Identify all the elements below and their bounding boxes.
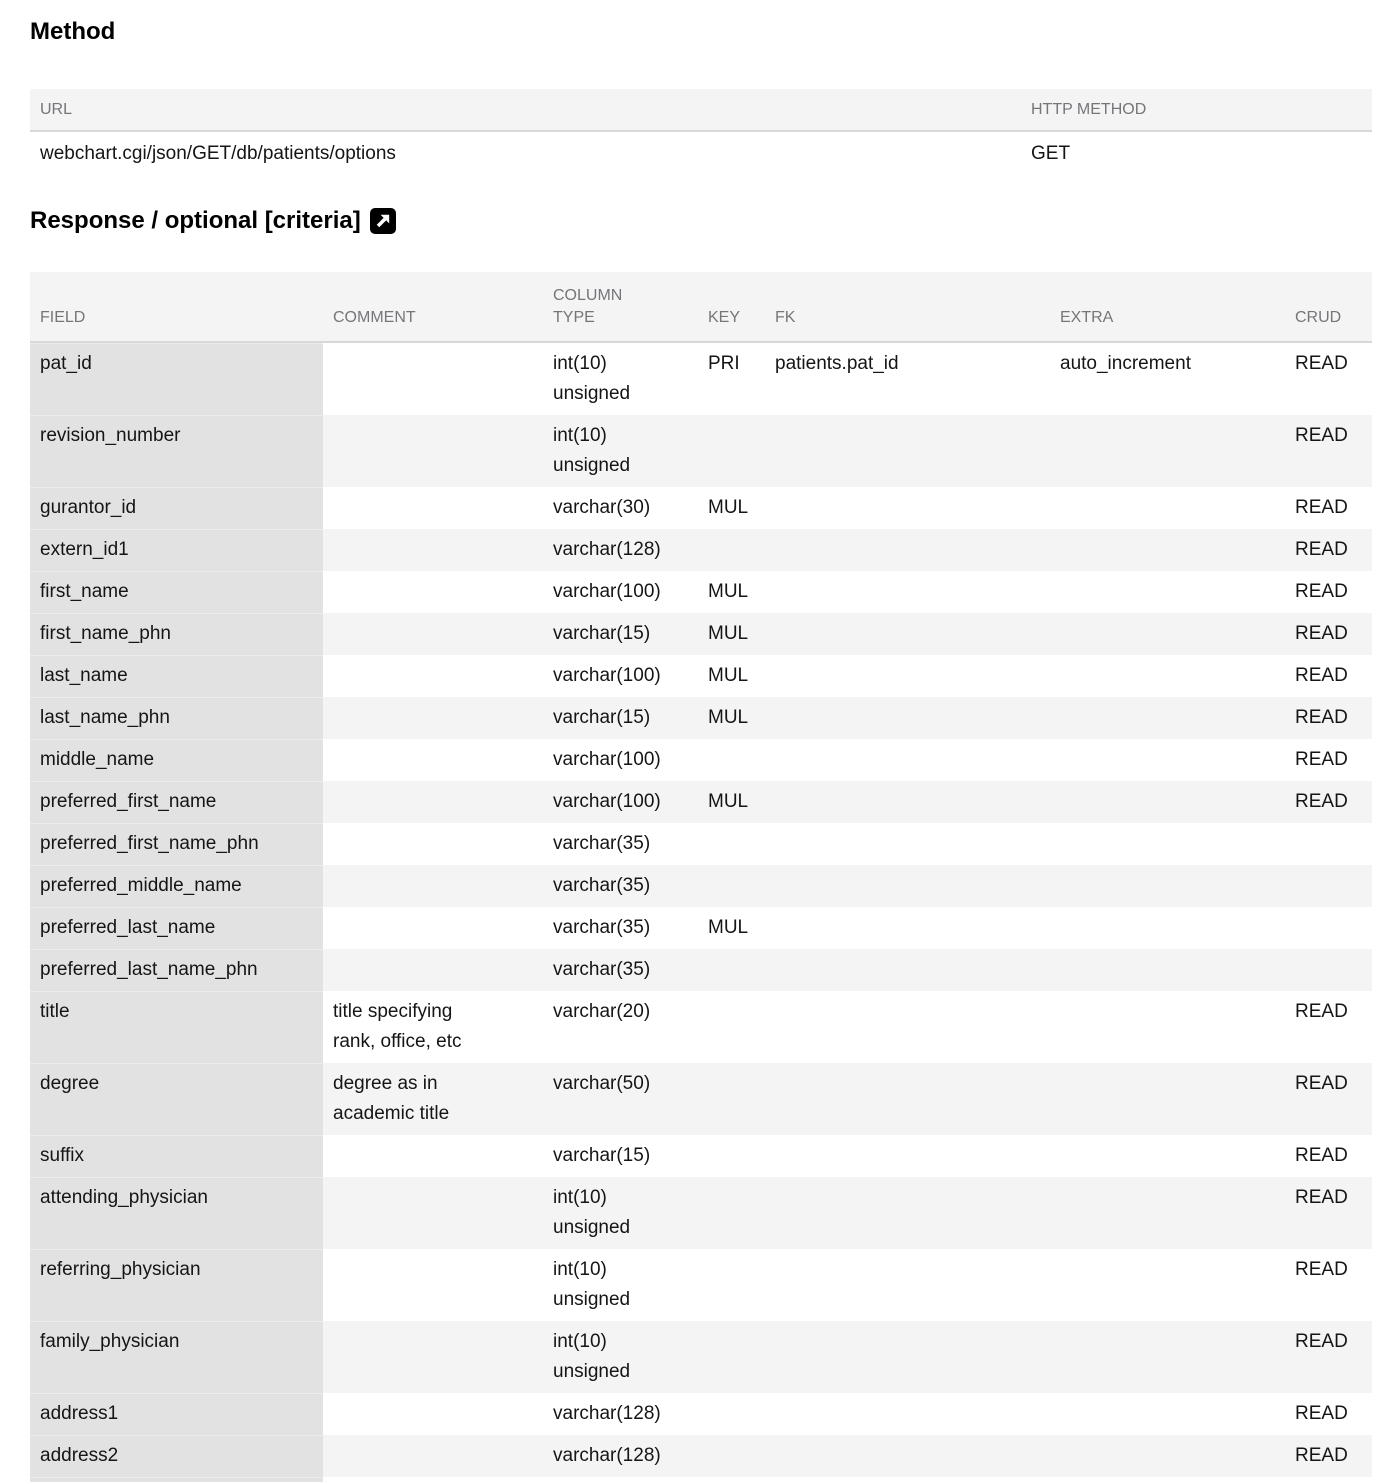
extra-cell bbox=[1050, 655, 1285, 697]
extra-cell: auto_increment bbox=[1060, 353, 1191, 374]
key-cell bbox=[698, 1249, 765, 1321]
extra-cell bbox=[1050, 823, 1285, 865]
table-row bbox=[30, 697, 1372, 739]
extra-cell bbox=[1050, 1249, 1285, 1321]
extra-cell bbox=[1050, 1063, 1285, 1135]
column-type-cell: int(10) unsigned bbox=[553, 1259, 631, 1310]
comment-cell bbox=[323, 1249, 543, 1321]
comment-cell bbox=[323, 342, 543, 415]
comment-cell bbox=[323, 1135, 543, 1177]
column-type-cell: varchar(128) bbox=[553, 1403, 661, 1424]
table-row bbox=[30, 1063, 1372, 1135]
crud-cell: READ bbox=[1295, 581, 1348, 602]
key-cell bbox=[698, 739, 765, 781]
key-cell: PRI bbox=[708, 353, 740, 374]
extra-cell bbox=[1050, 415, 1285, 487]
key-cell bbox=[698, 949, 765, 991]
fk-cell bbox=[765, 1135, 1050, 1177]
extra-cell bbox=[1050, 697, 1285, 739]
table-row bbox=[30, 1249, 1372, 1321]
table-row bbox=[30, 529, 1372, 571]
crud-cell bbox=[1285, 949, 1372, 991]
column-type-cell: varchar(15) bbox=[543, 697, 698, 739]
crud-cell: READ bbox=[1295, 665, 1348, 686]
field-cell: preferred_last_name_phn bbox=[30, 949, 323, 991]
fk-cell bbox=[765, 487, 1050, 529]
cropped-next-row bbox=[30, 1477, 323, 1482]
field-cell: last_name bbox=[30, 655, 323, 697]
comment-cell bbox=[323, 415, 543, 487]
key-cell bbox=[698, 991, 765, 1063]
method-table bbox=[30, 89, 1372, 176]
column-type-cell: varchar(100) bbox=[543, 781, 698, 823]
column-type-cell: varchar(100) bbox=[553, 665, 661, 686]
comment-cell bbox=[323, 1393, 543, 1435]
fk-cell bbox=[765, 865, 1050, 907]
column-type-cell: varchar(30) bbox=[553, 497, 651, 518]
table-row bbox=[30, 1321, 1372, 1393]
column-type-cell: varchar(20) bbox=[553, 1001, 651, 1022]
extra-cell bbox=[1050, 865, 1285, 907]
extra-cell bbox=[1050, 1393, 1285, 1435]
table-row bbox=[30, 1135, 1372, 1177]
column-type-cell: int(10) unsigned bbox=[543, 1321, 698, 1393]
extra-cell bbox=[1050, 949, 1285, 991]
comment-cell: title specifying rank, office, etc bbox=[333, 1001, 462, 1052]
table-row bbox=[30, 487, 1372, 529]
http-method-cell: GET bbox=[1031, 143, 1071, 164]
field-cell: address2 bbox=[30, 1435, 323, 1477]
key-cell bbox=[698, 1435, 765, 1477]
comment-cell bbox=[323, 823, 543, 865]
fk-cell bbox=[765, 1249, 1050, 1321]
key-cell bbox=[698, 1063, 765, 1135]
crud-cell: READ bbox=[1295, 1403, 1348, 1424]
fk-cell bbox=[765, 991, 1050, 1063]
table-row bbox=[30, 823, 1372, 865]
column-type-cell: varchar(35) bbox=[543, 949, 698, 991]
fk-cell: patients.pat_id bbox=[775, 353, 899, 374]
column-type-cell: varchar(50) bbox=[543, 1063, 698, 1135]
column-type-cell: int(10) unsigned bbox=[553, 353, 631, 404]
fk-cell bbox=[765, 1321, 1050, 1393]
crud-cell: READ bbox=[1295, 749, 1348, 770]
fk-cell bbox=[765, 613, 1050, 655]
fk-cell bbox=[765, 1063, 1050, 1135]
extra-cell bbox=[1050, 487, 1285, 529]
url-cell: webchart.cgi/json/GET/db/patients/options bbox=[40, 143, 396, 164]
field-cell: last_name_phn bbox=[30, 697, 323, 739]
crud-cell: READ bbox=[1295, 497, 1348, 518]
crud-cell: READ bbox=[1285, 1435, 1372, 1477]
key-cell bbox=[698, 1177, 765, 1249]
table-row bbox=[30, 865, 1372, 907]
method-table-header-row bbox=[30, 89, 1372, 131]
column-type-cell: varchar(35) bbox=[543, 865, 698, 907]
crud-cell bbox=[1285, 865, 1372, 907]
comment-cell bbox=[323, 781, 543, 823]
key-cell: MUL bbox=[708, 665, 749, 686]
fk-cell bbox=[765, 1435, 1050, 1477]
fk-cell bbox=[765, 949, 1050, 991]
fk-column-header: FK bbox=[765, 272, 1050, 342]
extra-cell bbox=[1050, 907, 1285, 949]
response-heading-text: Response / optional [criteria] bbox=[30, 207, 361, 234]
key-cell bbox=[698, 1393, 765, 1435]
table-row bbox=[30, 613, 1372, 655]
column-type-cell: int(10) unsigned bbox=[543, 415, 698, 487]
field-cell: family_physician bbox=[30, 1321, 323, 1393]
crud-cell: READ bbox=[1285, 415, 1372, 487]
table-row bbox=[30, 781, 1372, 823]
comment-cell bbox=[323, 571, 543, 613]
response-table-body bbox=[30, 342, 1372, 1477]
key-cell bbox=[698, 529, 765, 571]
fk-cell bbox=[765, 1177, 1050, 1249]
table-row bbox=[30, 949, 1372, 991]
comment-cell bbox=[323, 697, 543, 739]
http-method-column-header: HTTP METHOD bbox=[1021, 89, 1372, 131]
comment-cell: degree as in academic title bbox=[323, 1063, 543, 1135]
comment-column-header: COMMENT bbox=[323, 272, 543, 342]
fk-cell bbox=[765, 781, 1050, 823]
field-cell: preferred_last_name bbox=[30, 907, 323, 949]
table-row bbox=[30, 571, 1372, 613]
extra-cell bbox=[1050, 613, 1285, 655]
extra-cell bbox=[1050, 1435, 1285, 1477]
key-column-header: KEY bbox=[698, 272, 765, 342]
crud-cell: READ bbox=[1295, 1001, 1348, 1022]
field-cell: degree bbox=[30, 1063, 323, 1135]
fk-cell bbox=[765, 415, 1050, 487]
crud-cell: READ bbox=[1295, 1145, 1348, 1166]
column-type-cell: int(10) unsigned bbox=[543, 1177, 698, 1249]
column-type-cell: varchar(15) bbox=[543, 613, 698, 655]
table-row bbox=[30, 131, 1372, 176]
comment-cell bbox=[323, 1435, 543, 1477]
crud-cell: READ bbox=[1295, 1259, 1348, 1280]
comment-cell bbox=[323, 487, 543, 529]
extra-cell bbox=[1050, 571, 1285, 613]
extra-cell bbox=[1050, 739, 1285, 781]
field-cell: title bbox=[30, 991, 323, 1063]
field-cell: extern_id1 bbox=[30, 529, 323, 571]
response-heading bbox=[30, 207, 1372, 235]
field-column-header: FIELD bbox=[30, 272, 323, 342]
extra-cell bbox=[1050, 1135, 1285, 1177]
column-type-cell: varchar(100) bbox=[553, 581, 661, 602]
table-row bbox=[30, 907, 1372, 949]
extra-cell bbox=[1050, 1321, 1285, 1393]
table-row bbox=[30, 739, 1372, 781]
table-row bbox=[30, 342, 1372, 415]
response-table bbox=[30, 272, 1372, 1477]
column-type-cell: varchar(35) bbox=[553, 833, 651, 854]
crud-cell: READ bbox=[1285, 1177, 1372, 1249]
table-row bbox=[30, 991, 1372, 1063]
fk-cell bbox=[765, 697, 1050, 739]
table-row bbox=[30, 1177, 1372, 1249]
fk-cell bbox=[765, 823, 1050, 865]
field-cell: first_name bbox=[30, 571, 323, 613]
column-type-cell: varchar(128) bbox=[543, 529, 698, 571]
key-cell: MUL bbox=[698, 781, 765, 823]
table-row bbox=[30, 415, 1372, 487]
table-row bbox=[30, 655, 1372, 697]
extra-cell bbox=[1050, 781, 1285, 823]
field-cell: revision_number bbox=[30, 415, 323, 487]
key-cell bbox=[698, 415, 765, 487]
key-cell: MUL bbox=[708, 497, 749, 518]
crud-cell: READ bbox=[1295, 353, 1348, 374]
table-row bbox=[30, 1393, 1372, 1435]
column-type-column-header: COLUMN TYPE bbox=[543, 272, 698, 342]
fk-cell bbox=[765, 529, 1050, 571]
key-cell bbox=[698, 823, 765, 865]
crud-cell: READ bbox=[1285, 1321, 1372, 1393]
comment-cell bbox=[323, 865, 543, 907]
column-type-cell: varchar(128) bbox=[543, 1435, 698, 1477]
comment-cell bbox=[323, 1321, 543, 1393]
crud-cell: READ bbox=[1285, 613, 1372, 655]
crud-cell bbox=[1285, 907, 1372, 949]
column-type-cell: varchar(35) bbox=[553, 917, 651, 938]
fk-cell bbox=[765, 571, 1050, 613]
field-cell: middle_name bbox=[30, 739, 323, 781]
crud-column-header: CRUD bbox=[1285, 272, 1372, 342]
method-heading: Method bbox=[30, 18, 116, 45]
field-cell: referring_physician bbox=[30, 1249, 323, 1321]
response-table-header-row bbox=[30, 272, 1372, 342]
extra-cell bbox=[1050, 1177, 1285, 1249]
key-cell bbox=[698, 865, 765, 907]
extra-column-header: EXTRA bbox=[1050, 272, 1285, 342]
key-cell bbox=[698, 1135, 765, 1177]
crud-cell: READ bbox=[1285, 1063, 1372, 1135]
field-cell: address1 bbox=[30, 1393, 323, 1435]
crud-cell: READ bbox=[1285, 529, 1372, 571]
column-type-cell: varchar(100) bbox=[553, 749, 661, 770]
field-cell: preferred_first_name bbox=[30, 781, 323, 823]
extra-cell bbox=[1050, 991, 1285, 1063]
fk-cell bbox=[765, 739, 1050, 781]
key-cell: MUL bbox=[698, 697, 765, 739]
comment-cell bbox=[323, 613, 543, 655]
field-cell: pat_id bbox=[30, 342, 323, 415]
key-cell: MUL bbox=[698, 613, 765, 655]
key-cell bbox=[698, 1321, 765, 1393]
comment-cell bbox=[323, 1177, 543, 1249]
comment-cell bbox=[323, 655, 543, 697]
field-cell: suffix bbox=[30, 1135, 323, 1177]
extra-cell bbox=[1050, 529, 1285, 571]
table-row bbox=[30, 1435, 1372, 1477]
field-cell: first_name_phn bbox=[30, 613, 323, 655]
crud-cell: READ bbox=[1285, 697, 1372, 739]
key-cell: MUL bbox=[708, 581, 749, 602]
field-cell: attending_physician bbox=[30, 1177, 323, 1249]
comment-cell bbox=[323, 529, 543, 571]
column-type-cell: varchar(15) bbox=[553, 1145, 651, 1166]
fk-cell bbox=[765, 907, 1050, 949]
key-cell: MUL bbox=[708, 917, 749, 938]
fk-cell bbox=[765, 655, 1050, 697]
api-doc-page bbox=[0, 18, 1396, 1482]
external-link-icon[interactable] bbox=[370, 208, 396, 234]
comment-cell bbox=[323, 739, 543, 781]
crud-cell: READ bbox=[1285, 781, 1372, 823]
fk-cell bbox=[765, 1393, 1050, 1435]
comment-cell bbox=[323, 907, 543, 949]
field-cell: preferred_middle_name bbox=[30, 865, 323, 907]
field-cell: gurantor_id bbox=[30, 487, 323, 529]
field-cell: preferred_first_name_phn bbox=[30, 823, 323, 865]
crud-cell bbox=[1285, 823, 1372, 865]
comment-cell bbox=[323, 949, 543, 991]
url-column-header: URL bbox=[30, 89, 1021, 131]
